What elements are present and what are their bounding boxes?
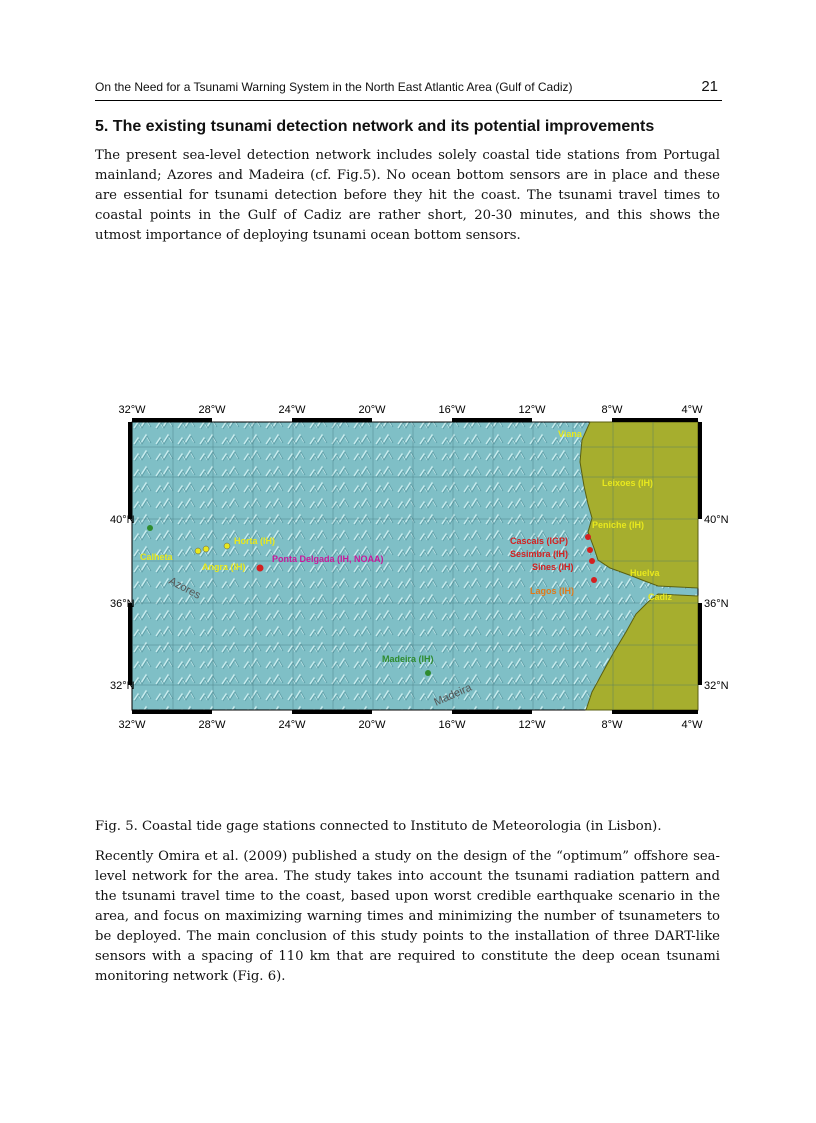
station-label-lagos: Lagos (IH) [530,586,574,596]
lat-tick-right: 32°N [704,680,729,692]
lon-tick-bottom: 20°W [358,719,386,731]
region-label-azores: Azores [166,575,203,602]
station-label-ponta-delgada: Ponta Delgada (IH, NOAA) [272,554,384,564]
lon-tick-top: 32°W [118,404,146,416]
station-label-cascais: Cascais (IGP) [510,536,569,546]
lon-tick-bottom: 32°W [118,719,146,731]
station-label-sines: Sines (IH) [532,562,574,572]
lat-tick-left: 36°N [110,598,135,610]
station-label-calheta: Calheta [140,552,173,562]
lon-tick-top: 16°W [438,404,466,416]
lat-tick-right: 40°N [704,514,729,526]
lon-tick-bottom: 12°W [518,719,546,731]
page-number: 21 [701,78,718,95]
lon-tick-top: 4°W [681,404,703,416]
station-label-sesimbra: Sesimbra (IH) [510,549,569,559]
figure-caption: Fig. 5. Coastal tide gage stations connected to Instituto de Meteorologia (in Lisbon). [95,819,662,834]
lat-tick-left: 40°N [110,514,135,526]
lon-tick-top: 28°W [198,404,226,416]
station-label-leixoes: Leixoes (IH) [602,478,654,488]
tide-station-map-figure [110,400,729,740]
running-title: On the Need for a Tsunami Warning System in the North East Atlantic Area (Gulf of Cadiz) [95,80,573,94]
lon-tick-top: 24°W [278,404,306,416]
lon-tick-bottom: 28°W [198,719,226,731]
station-label-angra: Angra (IH) [202,562,246,572]
lon-tick-bottom: 24°W [278,719,306,731]
lon-tick-bottom: 8°W [601,719,623,731]
station-label-viana: Viana [558,429,582,439]
lat-tick-right: 36°N [704,598,729,610]
region-label-madeira: Madeira [432,681,474,709]
station-label-horta: Horta (IH) [234,536,275,546]
station-label-peniche: Peniche (IH) [592,520,645,530]
running-header [95,80,722,101]
intro-paragraph: The present sea-level detection network includes solely coastal tide stations from Portugal mainland; Azores and Madeira (cf. Fig.5). No ocean bottom sensors are in place and these are essential for tsunami detection before they hit the coast. The tsunami travel times to coastal points in the Gulf of Cadiz are rather short, 20-30 minutes, and this shows the utmost importance of deploying tsunami ocean bottom sensors. [95,148,720,243]
lon-tick-top: 12°W [518,404,546,416]
lon-tick-bottom: 16°W [438,719,466,731]
lon-tick-top: 8°W [601,404,623,416]
lon-tick-top: 20°W [358,404,386,416]
section-heading: 5. The existing tsunami detection network and its potential improvements [95,118,655,135]
station-label-madeira: Madeira (IH) [382,654,434,664]
lon-tick-bottom: 4°W [681,719,703,731]
body-paragraph: Recently Omira et al. (2009) published a study on the design of the “optimum” offshore sea-level network for the area. The study takes into account the tsunami radiation pattern and the tsunami travel time to the coast, based upon worst credible earthquake scenario in the area, and focus on maximizing warning times and minimizing the number of tsunameters to be deployed. The main conclusion of this study points to the installation of three DART-like sensors with a spacing of 110 km that are required to constitute the deep ocean tsunami monitoring network (Fig. 6). [95,849,720,984]
station-label-huelva: Huelva [630,568,660,578]
lat-tick-left: 32°N [110,680,135,692]
station-label-cadiz: Cadiz [648,592,673,602]
